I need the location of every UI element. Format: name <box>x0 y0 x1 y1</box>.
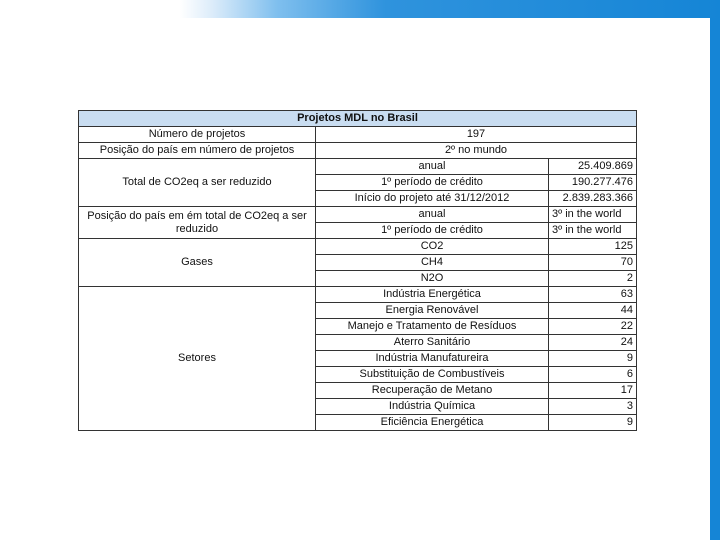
table-row <box>79 127 637 143</box>
sub-value: 63 <box>549 287 637 303</box>
group-label: Total de CO2eq a ser reduzido <box>79 159 316 207</box>
sub-label: N2O <box>316 271 549 287</box>
sub-value: 3º in the world <box>549 223 637 239</box>
row-label: Número de projetos <box>79 127 316 143</box>
sub-value: 2.839.283.366 <box>549 191 637 207</box>
top-gradient-bar <box>180 0 720 18</box>
sub-value: 24 <box>549 335 637 351</box>
sub-label: Substituição de Combustíveis <box>316 367 549 383</box>
sub-label: anual <box>316 159 549 175</box>
sub-label: 1º período de crédito <box>316 223 549 239</box>
sub-label: Aterro Sanitário <box>316 335 549 351</box>
table-header-row <box>79 111 637 127</box>
sub-label: CH4 <box>316 255 549 271</box>
sub-label: Indústria Manufatureira <box>316 351 549 367</box>
group-label: Gases <box>79 239 316 287</box>
row-label: Posição do país em número de projetos <box>79 143 316 159</box>
table-row <box>79 287 637 303</box>
sub-value: 6 <box>549 367 637 383</box>
table-row <box>79 239 637 255</box>
sub-value: 44 <box>549 303 637 319</box>
sub-value: 70 <box>549 255 637 271</box>
sub-label: Indústria Energética <box>316 287 549 303</box>
sub-label: Manejo e Tratamento de Resíduos <box>316 319 549 335</box>
row-value: 2º no mundo <box>316 143 637 159</box>
group-label: Posição do país em ém total de CO2eq a ser reduzido <box>79 207 316 239</box>
sub-label: Recuperação de Metano <box>316 383 549 399</box>
sub-value: 9 <box>549 351 637 367</box>
sub-label: Início do projeto até 31/12/2012 <box>316 191 549 207</box>
table-row <box>79 159 637 175</box>
sub-label: Indústria Química <box>316 399 549 415</box>
sub-value: 17 <box>549 383 637 399</box>
right-accent-bar <box>710 18 720 540</box>
sub-value: 125 <box>549 239 637 255</box>
sub-value: 190.277.476 <box>549 175 637 191</box>
sub-label: anual <box>316 207 549 223</box>
sub-value: 25.409.869 <box>549 159 637 175</box>
row-value: 197 <box>316 127 637 143</box>
cdm-projects-table <box>78 110 637 431</box>
sub-value: 3 <box>549 399 637 415</box>
sub-label: 1º período de crédito <box>316 175 549 191</box>
sub-value: 3º in the world <box>549 207 637 223</box>
sub-label: CO2 <box>316 239 549 255</box>
sub-label: Energia Renovável <box>316 303 549 319</box>
sub-label: Eficiência Energética <box>316 415 549 431</box>
table-row <box>79 143 637 159</box>
group-label: Setores <box>79 287 316 431</box>
sub-value: 2 <box>549 271 637 287</box>
table-row <box>79 207 637 223</box>
sub-value: 22 <box>549 319 637 335</box>
table-title: Projetos MDL no Brasil <box>79 111 637 127</box>
sub-value: 9 <box>549 415 637 431</box>
